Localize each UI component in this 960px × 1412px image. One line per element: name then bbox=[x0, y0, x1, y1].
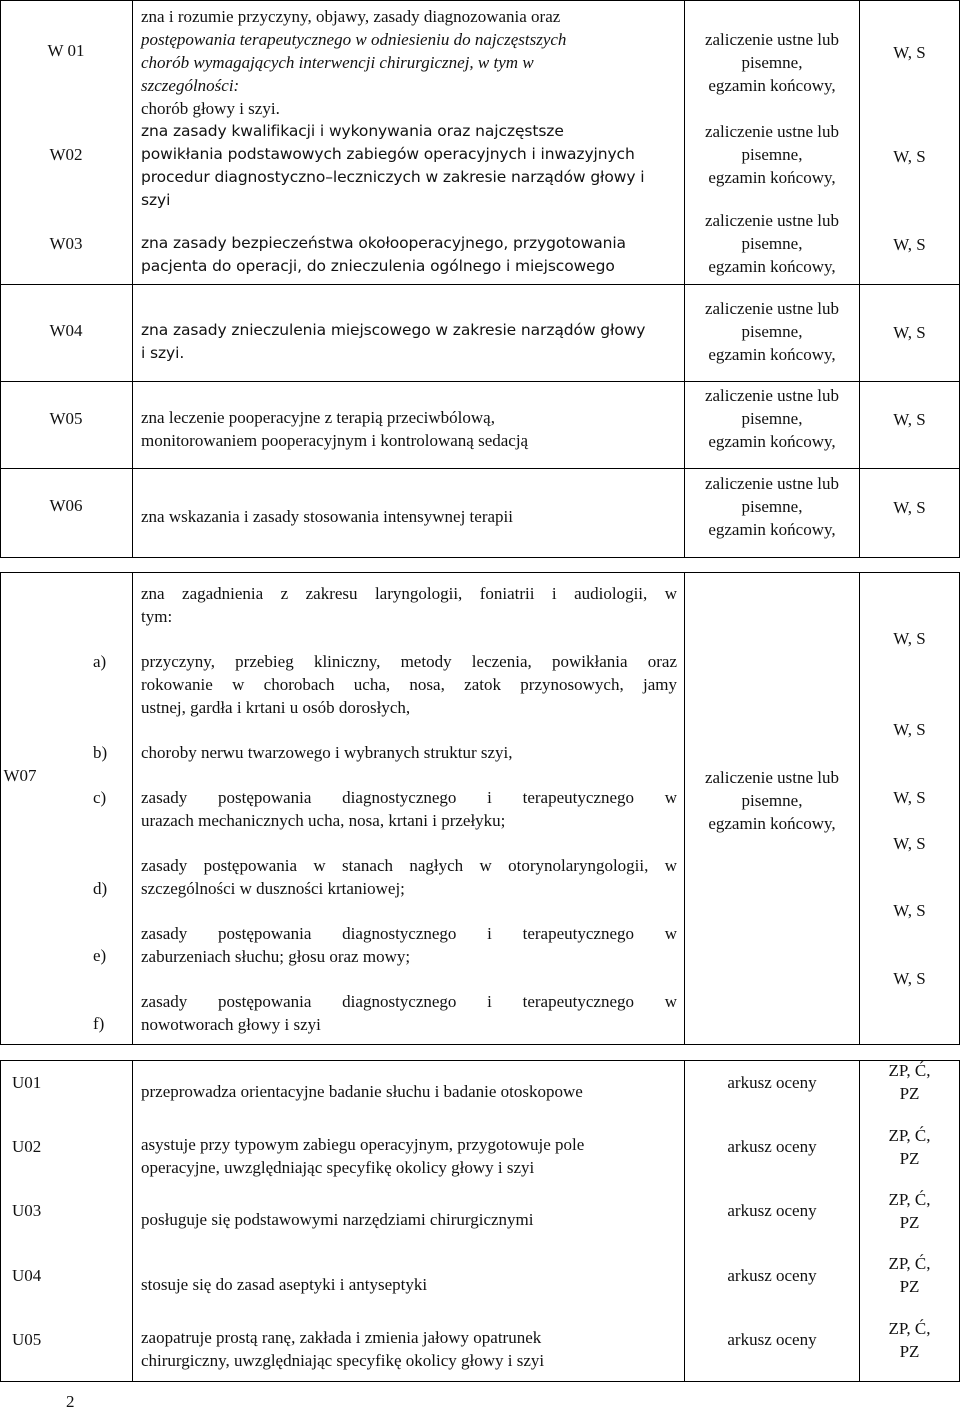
verification-method: zaliczenie ustne lub bbox=[704, 299, 840, 318]
outcome-text-line: szczególności w duszności krtaniowej; bbox=[141, 879, 405, 898]
verification-method: pisemne, bbox=[741, 234, 803, 253]
class-form: W, S bbox=[893, 901, 926, 920]
class-form: PZ bbox=[899, 1342, 920, 1361]
verification-method: zaliczenie ustne lub bbox=[704, 122, 840, 141]
outcome-text-line: rokowanie w chorobach ucha, nosa, zatok przynosowych, jamy bbox=[141, 675, 677, 694]
table-border bbox=[0, 1060, 1, 1382]
outcome-code: U04 bbox=[12, 1266, 42, 1285]
outcome-text-line: zna zasady bezpieczeństwa okołooperacyjnego, przygotowania bbox=[141, 234, 626, 252]
class-form: PZ bbox=[899, 1084, 920, 1103]
class-form: ZP, Ć, bbox=[888, 1061, 931, 1080]
outcome-text-line: stosuje się do zasad aseptyki i antyseptyki bbox=[141, 1275, 428, 1294]
class-form: W, S bbox=[893, 788, 926, 807]
outcome-text-line: zna zagadnienia z zakresu laryngologii, foniatrii i audiologii, w bbox=[141, 584, 677, 603]
outcome-text-line: zasady postępowania diagnostycznego i terapeutycznego w bbox=[141, 788, 677, 807]
outcome-text-line: operacyjne, uwzględniając specyfikę okolicy głowy i szyi bbox=[141, 1158, 535, 1177]
verification-method: egzamin końcowy, bbox=[708, 168, 836, 187]
class-form: W, S bbox=[893, 834, 926, 853]
table-border bbox=[0, 1381, 960, 1382]
outcome-code: W 01 bbox=[47, 41, 85, 60]
outcome-text-line: i szyi. bbox=[141, 344, 185, 362]
class-form: PZ bbox=[899, 1213, 920, 1232]
table-border bbox=[859, 0, 860, 558]
verification-method: arkusz oceny bbox=[727, 1330, 817, 1349]
verification-method: pisemne, bbox=[741, 497, 803, 516]
outcome-code: W02 bbox=[49, 145, 83, 164]
verification-method: egzamin końcowy, bbox=[708, 432, 836, 451]
verification-method: zaliczenie ustne lub bbox=[704, 386, 840, 405]
outcome-text-line: nowotworach głowy i szyi bbox=[141, 1015, 321, 1034]
outcome-text-line: powikłania podstawowych zabiegów operacyjnych i inwazyjnych bbox=[141, 145, 635, 163]
class-form: ZP, Ć, bbox=[888, 1319, 931, 1338]
verification-method: pisemne, bbox=[741, 791, 803, 810]
class-form: ZP, Ć, bbox=[888, 1126, 931, 1145]
verification-method: pisemne, bbox=[741, 53, 803, 72]
outcome-text-line: urazach mechanicznych ucha, nosa, krtani i przełyku; bbox=[141, 811, 506, 830]
outcome-code: W06 bbox=[49, 496, 83, 515]
table-border bbox=[0, 1060, 960, 1061]
class-form: W, S bbox=[893, 147, 926, 166]
verification-method: egzamin końcowy, bbox=[708, 76, 836, 95]
outcome-text-line: chorób głowy i szyi. bbox=[141, 99, 280, 118]
verification-method: pisemne, bbox=[741, 322, 803, 341]
outcome-text-line: zna leczenie pooperacyjne z terapią przeciwbólową, bbox=[141, 408, 495, 427]
outcome-text-line: zasady postępowania diagnostycznego i terapeutycznego w bbox=[141, 992, 677, 1011]
outcome-text-line: procedur diagnostyczno–leczniczych w zakresie narządów głowy i bbox=[141, 168, 645, 186]
verification-method: egzamin końcowy, bbox=[708, 345, 836, 364]
table-border bbox=[132, 1060, 133, 1382]
class-form: ZP, Ć, bbox=[888, 1190, 931, 1209]
outcome-text-line: szczególności: bbox=[141, 76, 240, 95]
outcome-text-line: zasady postępowania diagnostycznego i terapeutycznego w bbox=[141, 924, 677, 943]
class-form: PZ bbox=[899, 1149, 920, 1168]
verification-method: zaliczenie ustne lub bbox=[704, 768, 840, 787]
verification-method: zaliczenie ustne lub bbox=[704, 474, 840, 493]
table-border bbox=[0, 468, 960, 469]
outcome-text-line: posługuje się podstawowymi narzędziami chirurgicznymi bbox=[141, 1210, 534, 1229]
page-number: 2 bbox=[66, 1392, 75, 1411]
outcome-text-line: chirurgiczny, uwzględniając specyfikę okolicy głowy i szyi bbox=[141, 1351, 545, 1370]
class-form: W, S bbox=[893, 498, 926, 517]
outcome-text-line: postępowania terapeutycznego w odniesieniu do najczęstszych bbox=[141, 30, 567, 49]
class-form: W, S bbox=[893, 969, 926, 988]
class-form: W, S bbox=[893, 720, 926, 739]
outcome-text-line: zna wskazania i zasady stosowania intensywnej terapii bbox=[141, 507, 513, 526]
outcome-text-line: zna zasady znieczulenia miejscowego w zakresie narządów głowy bbox=[141, 321, 646, 339]
outcome-code: U05 bbox=[12, 1330, 42, 1349]
outcome-text-line: monitorowaniem pooperacyjnym i kontrolowaną sedacją bbox=[141, 431, 529, 450]
verification-method: arkusz oceny bbox=[727, 1201, 817, 1220]
class-form: PZ bbox=[899, 1277, 920, 1296]
outcome-code: W07 bbox=[3, 766, 37, 785]
item-letter: b) bbox=[93, 743, 108, 762]
outcome-text-line: asystuje przy typowym zabiegu operacyjnym, przygotowuje pole bbox=[141, 1135, 585, 1154]
item-letter: a) bbox=[93, 652, 107, 671]
outcome-text-line: przeprowadza orientacyjne badanie słuchu i badanie otoskopowe bbox=[141, 1082, 583, 1101]
item-letter: d) bbox=[93, 879, 108, 898]
table-border bbox=[0, 557, 960, 558]
outcome-text-line: zaopatruje prostą ranę, zakłada i zmienia jałowy opatrunek bbox=[141, 1328, 542, 1347]
verification-method: pisemne, bbox=[741, 145, 803, 164]
outcome-text-line: szyi bbox=[141, 191, 171, 209]
outcome-code: W05 bbox=[49, 409, 83, 428]
class-form: W, S bbox=[893, 235, 926, 254]
outcome-text-line: pacjenta do operacji, do znieczulenia ogólnego i miejscowego bbox=[141, 257, 615, 275]
class-form: W, S bbox=[893, 43, 926, 62]
outcome-text-line: zaburzeniach słuchu; głosu oraz mowy; bbox=[141, 947, 411, 966]
table-border bbox=[0, 0, 960, 1]
verification-method: arkusz oceny bbox=[727, 1073, 817, 1092]
outcome-text-line: chorób wymagających interwencji chirurgicznej, w tym w bbox=[141, 53, 534, 72]
outcome-code: U03 bbox=[12, 1201, 42, 1220]
outcome-code: U01 bbox=[12, 1073, 42, 1092]
outcome-text-line: przyczyny, przebieg kliniczny, metody leczenia, powikłania oraz bbox=[141, 652, 677, 671]
outcome-text-line: zna zasady kwalifikacji i wykonywania oraz najczęstsze bbox=[141, 122, 564, 140]
verification-method: arkusz oceny bbox=[727, 1266, 817, 1285]
class-form: W, S bbox=[893, 410, 926, 429]
outcome-code: U02 bbox=[12, 1137, 42, 1156]
table-border bbox=[0, 284, 960, 285]
item-letter: c) bbox=[93, 788, 107, 807]
verification-method: egzamin końcowy, bbox=[708, 814, 836, 833]
item-letter: f) bbox=[93, 1014, 105, 1033]
verification-method: egzamin końcowy, bbox=[708, 257, 836, 276]
outcome-text-line: ustnej, gardła i krtani u osób dorosłych, bbox=[141, 698, 411, 717]
table-border bbox=[132, 572, 133, 1045]
outcome-code: W03 bbox=[49, 234, 83, 253]
table-border bbox=[0, 381, 960, 382]
verification-method: pisemne, bbox=[741, 409, 803, 428]
outcome-text-line: choroby nerwu twarzowego i wybranych struktur szyi, bbox=[141, 743, 513, 762]
table-border bbox=[0, 1044, 960, 1045]
table-border bbox=[0, 572, 960, 573]
table-border bbox=[0, 0, 1, 558]
item-letter: e) bbox=[93, 946, 107, 965]
class-form: W, S bbox=[893, 629, 926, 648]
verification-method: zaliczenie ustne lub bbox=[704, 30, 840, 49]
outcome-code: W04 bbox=[49, 321, 83, 340]
outcome-text-line: zasady postępowania w stanach nagłych w otorynolaryngologii, w bbox=[141, 856, 677, 875]
class-form: ZP, Ć, bbox=[888, 1254, 931, 1273]
table-border bbox=[0, 572, 1, 1045]
verification-method: arkusz oceny bbox=[727, 1137, 817, 1156]
class-form: W, S bbox=[893, 323, 926, 342]
table-border bbox=[132, 0, 133, 558]
verification-method: egzamin końcowy, bbox=[708, 520, 836, 539]
outcome-text-line: tym: bbox=[141, 607, 173, 626]
verification-method: zaliczenie ustne lub bbox=[704, 211, 840, 230]
outcome-text-line: zna i rozumie przyczyny, objawy, zasady diagnozowania oraz bbox=[141, 7, 561, 26]
